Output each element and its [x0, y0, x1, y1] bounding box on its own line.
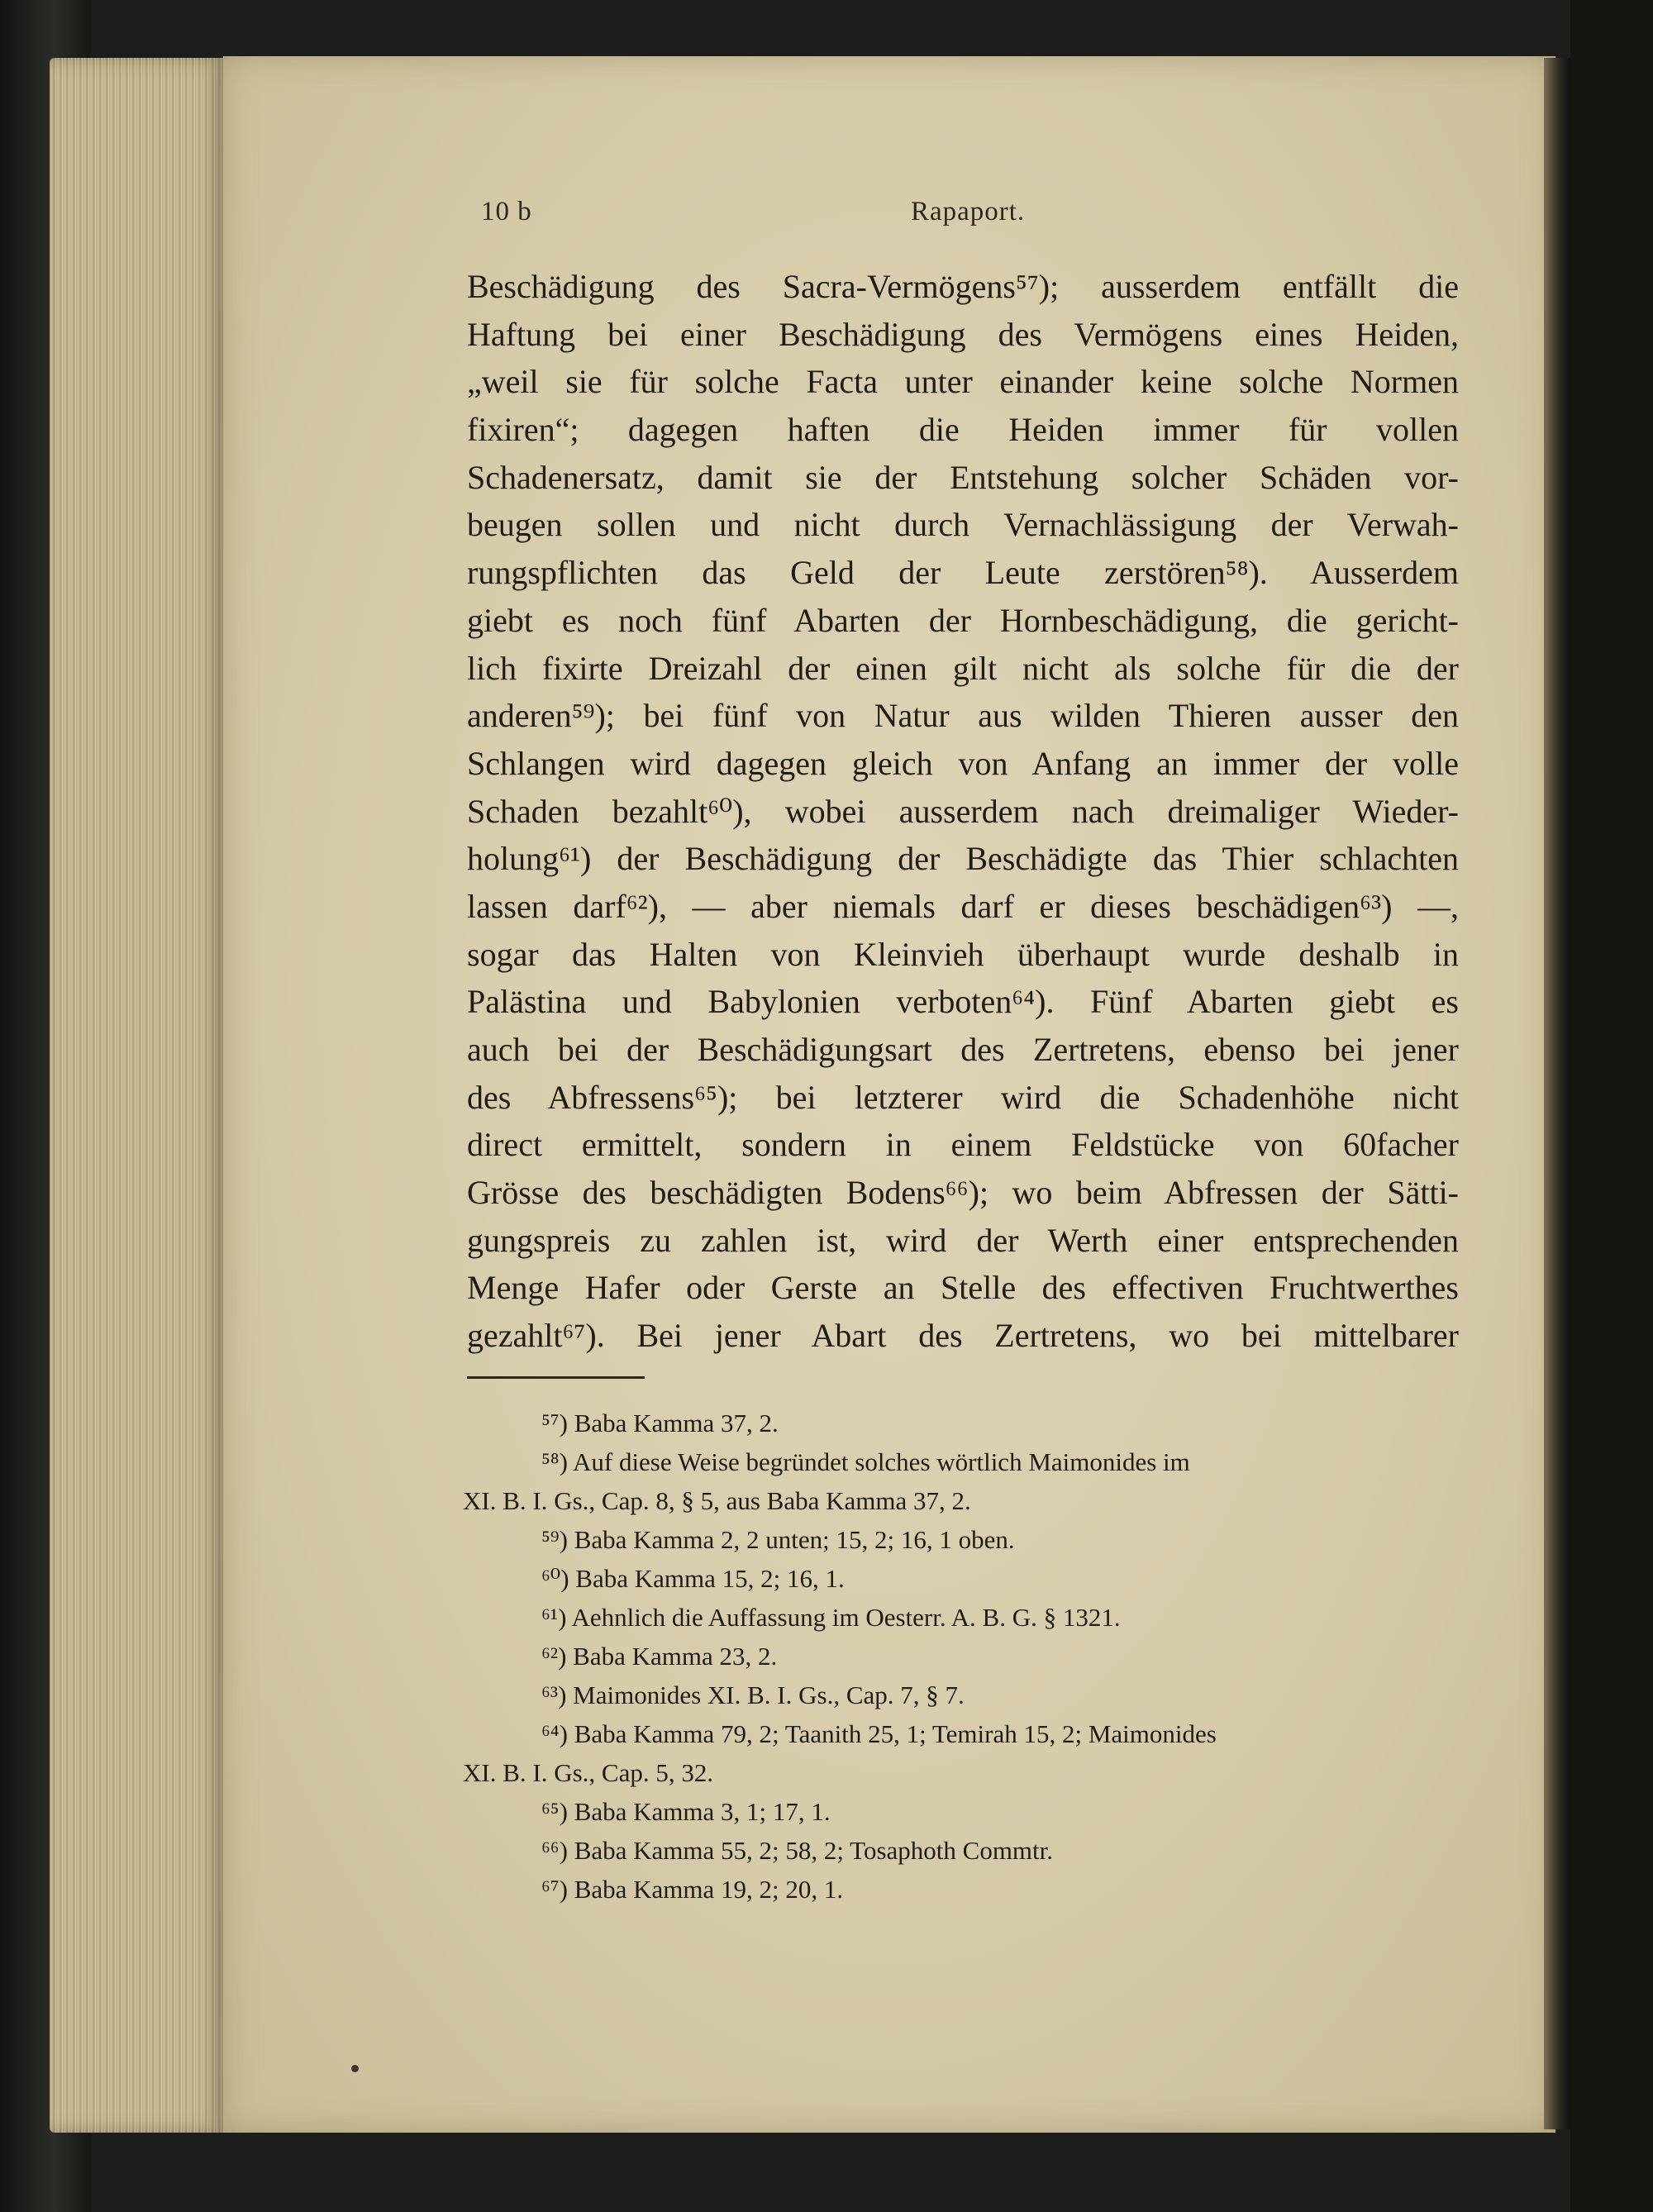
- footnote: ⁶³) Maimonides XI. B. I. Gs., Cap. 7, § 7.: [541, 1680, 965, 1709]
- text-line: Menge Hafer oder Gerste an Stelle des effectiven Fruchtwerthes: [467, 1269, 1459, 1307]
- text-line: auch bei der Beschädigungsart des Zertretens, ebenso bei jener: [467, 1031, 1459, 1068]
- text-line: fixiren“; dagegen haften die Heiden immer für vollen: [467, 411, 1459, 449]
- page-number: 10 b: [481, 197, 532, 226]
- text-line: lich fixirte Dreizahl der einen gilt nicht als solche für die der: [467, 649, 1459, 687]
- text-line: anderen⁵⁹); bei fünf von Natur aus wilden Thieren ausser den: [467, 697, 1459, 735]
- text-line: Palästina und Babylonien verboten⁶⁴). Fünf Abarten giebt es: [467, 983, 1459, 1021]
- footnote: ⁵⁷) Baba Kamma 37, 2.: [541, 1409, 779, 1437]
- text-line: gezahlt⁶⁷). Bei jener Abart des Zertretens, wo bei mittelbarer: [467, 1317, 1459, 1355]
- text-line: direct ermittelt, sondern in einem Feldstücke von 60facher: [467, 1126, 1459, 1164]
- footnote-continuation: XI. B. I. Gs., Cap. 5, 32.: [463, 1758, 714, 1787]
- book-gutter: [1544, 58, 1570, 2129]
- page-header: [481, 197, 1456, 233]
- footnote-rule: [467, 1376, 645, 1379]
- text-line: beugen sollen und nicht durch Vernachlässigung der Verwah-: [467, 506, 1459, 544]
- footnote: ⁵⁹) Baba Kamma 2, 2 unten; 15, 2; 16, 1 oben.: [541, 1525, 1015, 1554]
- text-line: Beschädigung des Sacra-Vermögens⁵⁷); ausserdem entfällt die: [467, 268, 1459, 305]
- text-line: sogar das Halten von Kleinvieh überhaupt wurde deshalb in: [467, 935, 1459, 973]
- text-line: Schlangen wird dagegen gleich von Anfang an immer der volle: [467, 744, 1459, 782]
- text-line: Grösse des beschädigten Bodens⁶⁶); wo beim Abfressen der Sätti-: [467, 1174, 1459, 1212]
- footnote: ⁶⁵) Baba Kamma 3, 1; 17, 1.: [541, 1797, 831, 1826]
- text-line: „weil sie für solche Facta unter einander keine solche Normen: [467, 363, 1459, 401]
- footnote: ⁵⁸) Auf diese Weise begründet solches wörtlich Maimonides im: [541, 1447, 1190, 1476]
- text-line: Haftung bei einer Beschädigung des Vermögens eines Heiden,: [467, 315, 1459, 353]
- footnote: ⁶⁰) Baba Kamma 15, 2; 16, 1.: [541, 1564, 845, 1593]
- text-line: holung⁶¹) der Beschädigung der Beschädigte das Thier schlachten: [467, 840, 1459, 878]
- footnote: ⁶²) Baba Kamma 23, 2.: [541, 1642, 778, 1671]
- page-edges: [50, 58, 223, 2133]
- text-line: des Abfressens⁶⁵); bei letzterer wird die Schadenhöhe nicht: [467, 1078, 1459, 1116]
- page-blemish: [351, 2065, 359, 2072]
- footnote: ⁶⁶) Baba Kamma 55, 2; 58, 2; Tosaphoth Commtr.: [541, 1836, 1054, 1865]
- footnotes: [463, 1404, 1455, 1909]
- footnote: ⁶⁴) Baba Kamma 79, 2; Taanith 25, 1; Temirah 15, 2; Maimonides: [541, 1719, 1217, 1748]
- footnote: ⁶⁷) Baba Kamma 19, 2; 20, 1.: [541, 1875, 844, 1904]
- text-line: giebt es noch fünf Abarten der Hornbeschädigung, die gericht-: [467, 601, 1459, 639]
- footnote-continuation: XI. B. I. Gs., Cap. 8, § 5, aus Baba Kamma 37, 2.: [463, 1486, 971, 1515]
- text-line: lassen darf⁶²), — aber niemals darf er dieses beschädigen⁶³) —,: [467, 887, 1459, 925]
- text-line: gungspreis zu zahlen ist, wird der Werth einer entsprechenden: [467, 1221, 1459, 1259]
- book-cover-right: [1570, 0, 1653, 2212]
- main-text: [467, 263, 1459, 1360]
- text-line: Schadenersatz, damit sie der Entstehung solcher Schäden vor-: [467, 458, 1459, 496]
- running-head: Rapaport.: [911, 197, 1026, 226]
- text-line: rungspflichten das Geld der Leute zerstören⁵⁸). Ausserdem: [467, 554, 1459, 592]
- text-line: Schaden bezahlt⁶⁰), wobei ausserdem nach dreimaliger Wieder-: [467, 792, 1459, 830]
- footnote: ⁶¹) Aehnlich die Auffassung im Oesterr. A. B. G. § 1321.: [541, 1603, 1121, 1632]
